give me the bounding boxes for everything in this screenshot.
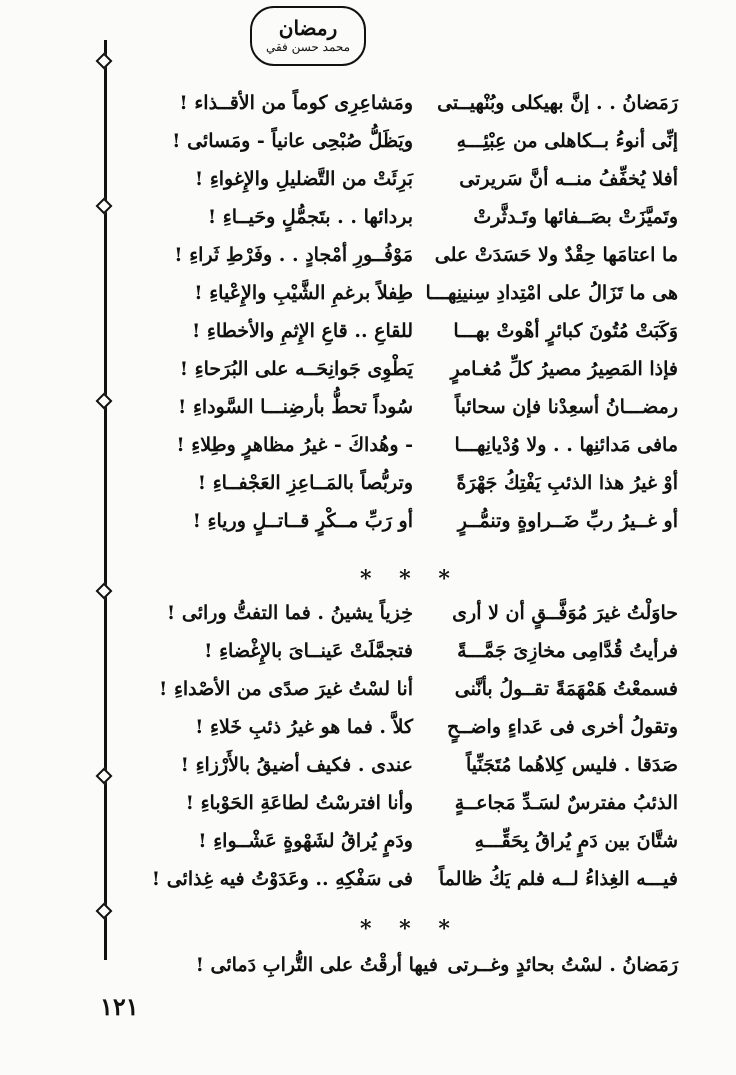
page-title: رمضان <box>278 16 338 40</box>
verse-second-hemistich: أنا لسْتُ غيرَ صدًى من الأصْداءِ ! <box>159 678 413 700</box>
verse-second-hemistich: فيها أرقْتُ على التُّرابِ دَمائى ! <box>195 954 438 976</box>
border-ornament <box>96 583 113 600</box>
verse-second-hemistich: خِزياً يشينُ . فما التفتُّ ورائى ! <box>166 602 413 624</box>
poem-stanza-2 <box>118 598 678 902</box>
verse-second-hemistich: ودَمٍ يُراقُ لشَهْوةٍ عَشْــواءِ ! <box>198 830 413 852</box>
verse-first-hemistich: أوْ غيرُ هذا الذئبِ يَفْتِكُ جَهْرَةً <box>456 472 678 494</box>
left-border-line <box>104 40 107 960</box>
verse-first-hemistich: فيـــه الغِذاءُ لــه فلم يَكُ ظالماً <box>438 868 678 890</box>
verse-second-hemistich: أو رَبِّ مــكْرٍ قــاتــلٍ ورياءِ ! <box>192 510 413 532</box>
verse-second-hemistich: عندى . فكيف أضيقُ بالأَرْزاءِ ! <box>180 754 413 776</box>
verse-second-hemistich: ومَشاعِرِى كوماً من الأقــذاء ! <box>179 92 413 114</box>
verse-second-hemistich: مَوْفُــورِ أمْجادٍ . . وفَرْطِ ثَراءِ ! <box>174 244 413 266</box>
verse-second-hemistich: بردائها . . بتَجمُّلٍ وحَيــاءِ ! <box>207 206 413 228</box>
verse-first-hemistich: حاوَلْتُ غيرَ مُوَفَّــقٍ أن لا أرى <box>452 602 678 624</box>
verse-line <box>118 316 678 354</box>
verse-second-hemistich: سُوداً تحطُّ بأرضِنـــا السَّوداءِ ! <box>178 396 413 418</box>
verse-line <box>118 278 678 316</box>
verse-first-hemistich: فسمعْتُ هَمْهَمَةً تقــولُ بأنَّنى <box>454 678 678 700</box>
verse-second-hemistich: - وهُداكَ - غيرُ مظاهرٍ وطِلاءِ ! <box>176 434 413 456</box>
verse-line <box>118 788 678 826</box>
border-ornament <box>96 53 113 70</box>
verse-first-hemistich: صَدَقا . فليس كِلاهُما مُتَجَنِّياً <box>466 754 678 776</box>
verse-first-hemistich: أو غــيرُ ربِّ ضَــراوةٍ وتنمُّــرٍ <box>457 510 678 532</box>
verse-line <box>118 164 678 202</box>
verse-first-hemistich: وتقولُ أخرى فى عَداءٍ واضــحٍ <box>447 716 678 738</box>
border-ornament <box>96 903 113 920</box>
verse-line <box>118 392 678 430</box>
border-ornament <box>96 198 113 215</box>
verse-second-hemistich: ويَظَلُّ صُبْحِى عانياً - ومَسائى ! <box>172 130 413 152</box>
verse-line <box>118 750 678 788</box>
verse-second-hemistich: فتجمَّلَتْ عَينــاىَ بالإِغْضاءِ ! <box>204 640 413 662</box>
poem-stanza-1 <box>118 88 678 544</box>
border-ornament <box>96 393 113 410</box>
verse-second-hemistich: كلاَّ . فما هو غيرُ ذئبِ خَلاءِ ! <box>195 716 413 738</box>
verse-second-hemistich: يَطْوِى جَوانِحَــه على البُرَحاءِ ! <box>179 358 413 380</box>
verse-first-hemistich: رمضـــانُ أسعِدْنا فإن سحائباً <box>454 396 678 418</box>
verse-line <box>118 674 678 712</box>
verse-second-hemistich: طِفلاً برغمِ الشَّيْبِ والإِعْياءِ ! <box>194 282 413 304</box>
verse-line <box>118 240 678 278</box>
author-name: محمد حسن فقي <box>265 40 351 54</box>
page-number: ١٢١ <box>100 992 139 1021</box>
verse-line <box>118 506 678 544</box>
verse-first-hemistich: وتَميَّزَتْ بصَــفائها وتَـدثَّرتْ <box>473 206 678 228</box>
verse-line <box>118 126 678 164</box>
verse-line <box>118 598 678 636</box>
verse-first-hemistich: ما اعتامَها حِقْدٌ ولا حَسَدَتْ على <box>434 244 678 266</box>
verse-first-hemistich: وَكَبَتْ مُتُونَ كبائرٍ أهْوتْ بهـــا <box>453 320 678 342</box>
verse-second-hemistich: بَرِئَتْ من التَّضليلِ والإِغواءِ ! <box>194 168 413 190</box>
verse-line <box>118 430 678 468</box>
verse-second-hemistich: للقاعِ .. قاعِ الإِثمِ والأخطاءِ ! <box>191 320 413 342</box>
verse-first-hemistich: رَمَضانُ . لسْتُ بحائدٍ وغــرتى <box>447 954 678 976</box>
page-header <box>250 6 366 66</box>
verse-second-hemistich: وأنا افترسْتُ لطاعَةِ الحَوْباءِ ! <box>185 792 413 814</box>
verse-line <box>118 636 678 674</box>
verse-first-hemistich: الذئبُ مفترسٌ لسَـدِّ مَجاعــةٍ <box>454 792 678 814</box>
verse-line <box>118 712 678 750</box>
border-ornament <box>96 768 113 785</box>
verse-line <box>118 88 678 126</box>
verse-line <box>118 468 678 506</box>
verse-first-hemistich: مافى مَدائنِها . . ولا وُدْيانِهـــا <box>454 434 678 456</box>
verse-line <box>118 826 678 864</box>
verse-first-hemistich: أفلا يُخفِّفُ منــه أنَّ سَريرتى <box>459 168 678 190</box>
section-separator: * * * <box>360 566 460 592</box>
verse-line <box>118 950 678 988</box>
verse-first-hemistich: فرأيتُ قُدَّامِى مخازِىَ جَمَّـــةً <box>457 640 678 662</box>
verse-line <box>118 864 678 902</box>
verse-first-hemistich: هى ما تَزَالُ على امْتِدادِ سِنينِهـــا <box>425 282 678 304</box>
verse-second-hemistich: فى سَفْكِهِ .. وعَدَوْتُ فيه غِذائى ! <box>151 868 413 890</box>
verse-line <box>118 202 678 240</box>
verse-first-hemistich: فإذا المَصِيرُ مصيرُ كلِّ مُغـامرٍ <box>450 358 678 380</box>
verse-line <box>118 354 678 392</box>
verse-first-hemistich: إنِّى أنوءُ بــكاهلى من عِبْئِـــهِ <box>456 130 678 152</box>
verse-first-hemistich: شتَّانَ بين دَمٍ يُراقُ بِحَقِّـــهِ <box>474 830 678 852</box>
verse-first-hemistich: رَمَضانُ . . إنَّ بهيكلى وبُنْهيــتى <box>437 92 678 114</box>
section-separator: * * * <box>360 916 460 942</box>
verse-second-hemistich: وتربُّصاً بالمَــاعِزِ العَجْفــاءِ ! <box>197 472 413 494</box>
